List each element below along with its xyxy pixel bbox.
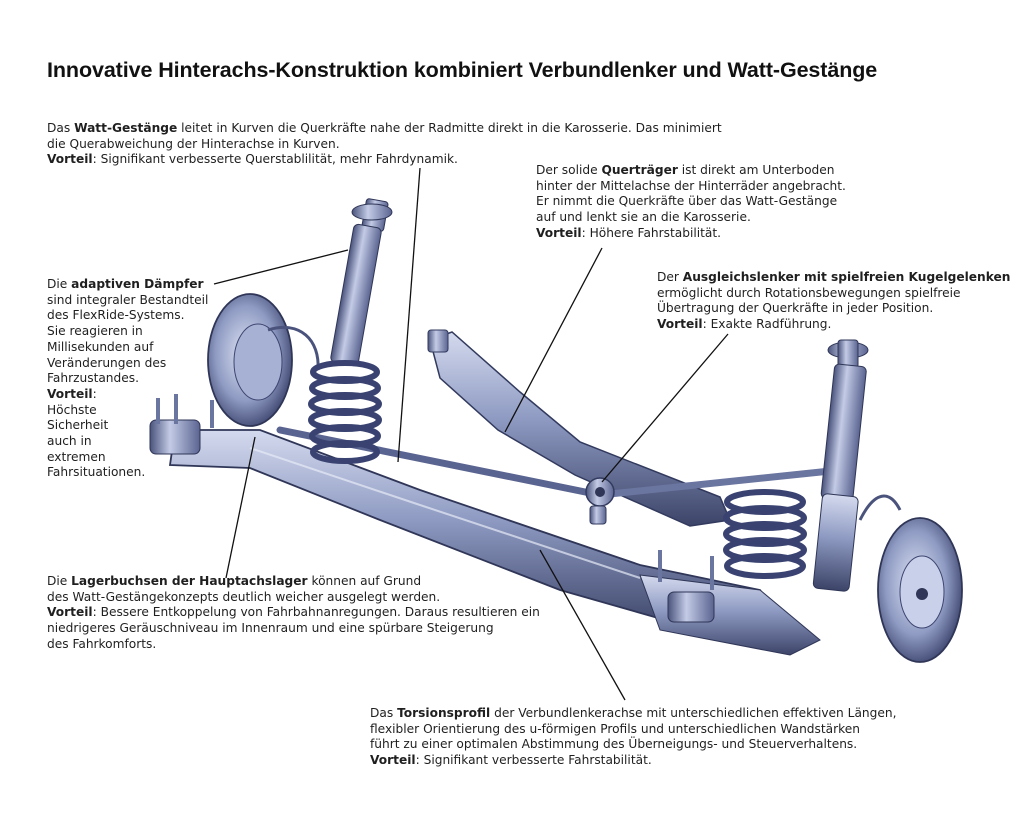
callout-text: auf und lenkt sie an die Karosserie. [536,210,751,225]
right-spring [726,492,804,576]
callout-text: Die [47,277,72,291]
callout-line [657,270,1010,286]
callout-line [370,737,896,753]
callout-line [536,210,846,226]
callout-text: : Signifikant verbesserte Querstablilität, mehr Fahrdynamik. [92,152,458,167]
callout-line [657,301,1010,317]
callout-line [47,371,208,387]
callout-bold-term: Vorteil [536,225,582,240]
callout-compensating-link [657,270,1010,333]
callout-text: des FlexRide-Systems. [47,308,185,323]
callout-text: : [92,386,97,401]
callout-text: flexibler Orientierung des u-förmigen Profils und unterschiedlichen Wandstärken [370,721,860,736]
callout-text: der Verbundlenkerachse mit unterschiedlichen effektiven Längen, [490,706,897,720]
callout-text: Millisekunden auf [47,339,154,354]
callout-bold-term: Lagerbuchsen der Hauptachslager [71,574,308,588]
callout-text: leitet in Kurven die Querkräfte nahe der Radmitte direkt in die Karosserie. Das minimiert [177,121,722,135]
callout-text: können auf Grund [307,574,422,588]
callout-adaptive-dampers [47,277,208,481]
callout-line [47,418,208,434]
callout-text: Sie reagieren in [47,324,143,339]
callout-bold-term: Watt-Gestänge [74,121,178,135]
callout-bold-term: adaptiven Dämpfer [71,277,204,291]
callout-text: Höchste [47,402,97,417]
callout-line [47,465,208,481]
left-spring [311,363,379,461]
left-damper [330,198,392,366]
callout-text: des Watt-Gestängekonzepts deutlich weicher ausgelegt werden. [47,589,441,604]
leader-watt [398,168,420,462]
callout-line [47,293,208,309]
leader-quertraeger [505,248,602,432]
callout-text: Übertragung der Querkräfte in jeder Position. [657,301,934,316]
callout-line [47,637,540,653]
callout-line [47,574,540,590]
callout-line [47,621,540,637]
callout-line [47,356,208,372]
callout-text: : Exakte Radführung. [702,317,832,332]
callout-text: Das [47,121,75,135]
callout-text: : Höhere Fahrstabilität. [581,225,722,240]
callout-line [47,137,722,153]
callout-bold-term: Vorteil [47,605,93,620]
callout-line [536,163,846,179]
callout-main-axle-bushings [47,574,540,653]
callout-text: Veränderungen des [47,355,167,370]
callout-text: Sicherheit [47,418,109,433]
callout-watt-linkage [47,121,722,168]
callout-text: ist direkt am Unterboden [677,163,835,177]
callout-text: auch in [47,434,92,449]
callout-text: Er nimmt die Querkräfte über das Watt-Gestänge [536,194,838,209]
callout-line [536,179,846,195]
callout-text: : Bessere Entkoppelung von Fahrbahnanregungen. Daraus resultieren ein [92,605,540,620]
page-title: Innovative Hinterachs-Konstruktion kombiniert Verbundlenker und Watt-Gestänge [47,58,878,82]
callout-line [657,317,1010,333]
callout-text: Der solide [536,163,602,177]
callout-bold-term: Ausgleichslenker mit spielfreien Kugelgelenken [682,270,1011,284]
callout-text: die Querabweichung der Hinterachse in Kurven. [47,136,340,151]
callout-text: Die [47,574,72,588]
callout-line [47,403,208,419]
callout-line [47,308,208,324]
callout-line [370,706,896,722]
callout-line [370,753,896,769]
callout-text: niedrigeres Geräuschniveau im Innenraum und eine spürbare Steigerung [47,621,494,636]
callout-text: sind integraler Bestandteil [47,292,209,307]
callout-text: : Signifikant verbesserte Fahrstabilität. [415,753,652,768]
callout-text: des Fahrkomforts. [47,636,157,651]
callout-cross-member [536,163,846,242]
callout-line [536,226,846,242]
callout-text: Der [657,270,683,284]
callout-line [47,605,540,621]
callout-line [47,387,208,403]
callout-line [47,450,208,466]
callout-text: hinter der Mittelachse der Hinterräder angebracht. [536,178,846,193]
callout-bold-term: Querträger [601,163,678,177]
callout-text: Fahrzustandes. [47,371,139,386]
callout-torsion-profile [370,706,896,769]
callout-text: führt zu einer optimalen Abstimmung des Überneigungs- und Steuerverhaltens. [370,737,858,752]
leader-daempfer [214,250,348,284]
callout-text: extremen [47,449,106,464]
callout-bold-term: Vorteil [370,753,416,768]
callout-text: Fahrsituationen. [47,465,146,480]
callout-text: Das [370,706,398,720]
callout-bold-term: Torsionsprofil [397,706,491,720]
callout-line [47,277,208,293]
callout-line [657,286,1010,302]
callout-line [47,590,540,606]
callout-text: ermöglicht durch Rotationsbewegungen spielfreie [657,285,961,300]
callout-line [47,434,208,450]
callout-line [47,324,208,340]
callout-bold-term: Vorteil [47,152,93,167]
callout-bold-term: Vorteil [47,386,93,401]
callout-bold-term: Vorteil [657,317,703,332]
right-damper [813,340,868,592]
leader-ausgleichslenker [602,334,728,482]
callout-line [47,340,208,356]
cross-member [428,330,730,526]
callout-line [536,194,846,210]
callout-line [47,121,722,137]
callout-line [370,722,896,738]
